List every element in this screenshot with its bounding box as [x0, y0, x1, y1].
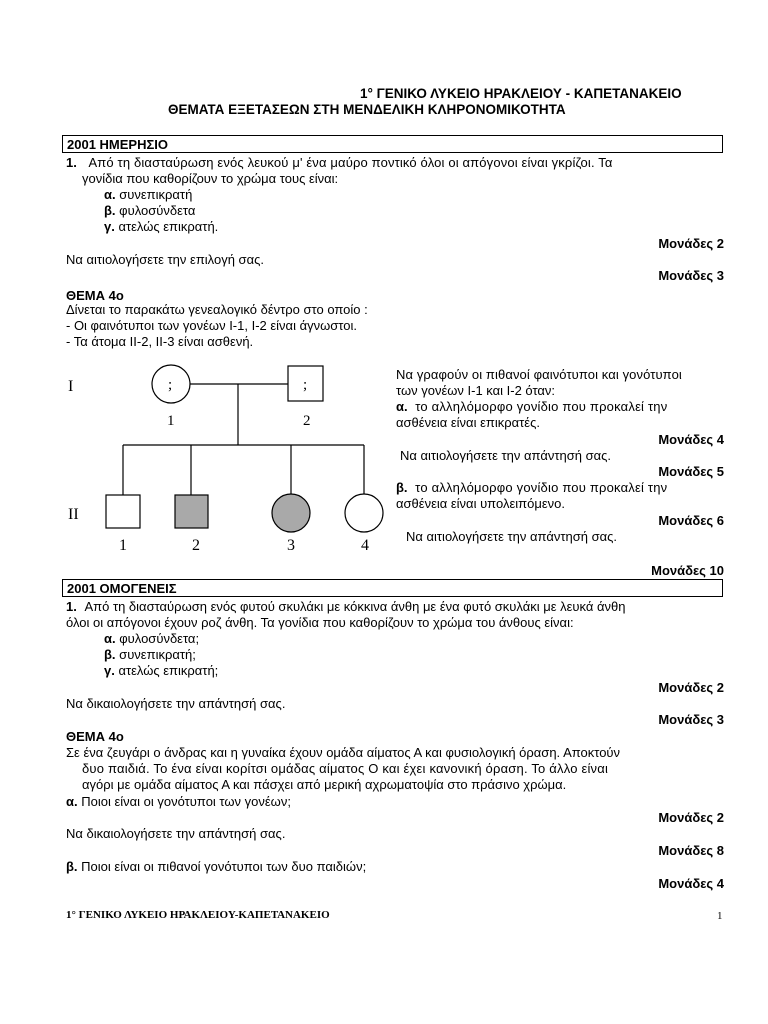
option-b: [104, 203, 195, 219]
justify-instruction: Να δικαιολογήσετε την απάντησή σας.: [66, 696, 286, 711]
section-heading-2001-omogeneis: 2001 ΟΜΟΓΕΝΕΙΣ: [62, 579, 723, 597]
case-text: το αλληλόμορφο γονίδιο που προκαλεί την: [415, 399, 668, 414]
page-number: 1: [717, 910, 723, 922]
case-label: α.: [396, 399, 408, 414]
unknown-phenotype-mark: ;: [168, 377, 173, 393]
individual-number: 1: [119, 537, 127, 554]
school-name: 1° ΓΕΝΙΚΟ ΛΥΚΕΙΟ ΗΡΑΚΛΕΙΟΥ - ΚΑΠΕΤΑΝΑΚΕΙΟ: [360, 86, 682, 101]
child-4-female-unaffected: [345, 494, 383, 532]
option-a: [104, 187, 192, 203]
justify-instruction: Να αιτιολογήσετε την απάντησή σας.: [406, 529, 617, 544]
marks: Μονάδες 2: [658, 680, 724, 695]
option-b: [104, 647, 196, 663]
pedigree-intro-line-3: - Τα άτομα ΙΙ-2, ΙΙ-3 είναι ασθενή.: [66, 334, 254, 349]
individual-number: 2: [192, 537, 200, 554]
generation-label-i: I: [68, 378, 74, 395]
question-1-line-1: [66, 155, 613, 171]
marks: Μονάδες 6: [658, 513, 724, 528]
justify-instruction: Να αιτιολογήσετε την απάντησή σας.: [400, 448, 611, 463]
question-text: Ποιοι είναι οι γονότυποι των γονέων;: [81, 794, 291, 809]
pedigree-intro-line-2: - Οι φαινότυποι των γονέων Ι-1, Ι-2 είναι άγνωστοι.: [66, 318, 357, 333]
option-text: φυλοσύνδετα: [119, 203, 196, 218]
case-label: β.: [396, 480, 408, 495]
question-text: Ποιοι είναι οι πιθανοί γονότυποι των δυο παιδιών;: [81, 859, 367, 874]
justify-instruction: Να αιτιολογήσετε την επιλογή σας.: [66, 252, 264, 267]
question-number: 1.: [66, 155, 77, 170]
marks: Μονάδες 2: [658, 236, 724, 251]
individual-number: 1: [167, 413, 175, 429]
pedigree-diagram: [60, 355, 390, 565]
question-1-line-2: γονίδια που καθορίζουν το χρώμα τους είναι:: [82, 171, 339, 186]
question-label: β.: [66, 859, 78, 874]
scenario-line-3: αγόρι με ομάδα αίματος Α και πάσχει από μερική αχρωματοψία στο πράσινο χρώμα.: [82, 777, 567, 792]
case-a-line-1: [396, 399, 667, 415]
theme-heading: ΘΕΜΑ 4ο: [66, 288, 124, 303]
child-3-female-affected: [272, 494, 310, 532]
option-label: β.: [104, 647, 116, 662]
option-text: συνεπικρατή: [119, 187, 193, 202]
marks: Μονάδες 5: [658, 464, 724, 479]
marks: Μονάδες 8: [658, 843, 724, 858]
justify-instruction: Να δικαιολογήσετε την απάντησή σας.: [66, 826, 286, 841]
question-a: [66, 794, 291, 810]
option-text: συνεπικρατή;: [119, 647, 196, 662]
option-c: [104, 219, 218, 235]
section-heading-2001-imerisio: 2001 ΗΜΕΡΗΣΙΟ: [62, 135, 723, 153]
option-text: ατελώς επικρατή;: [118, 663, 219, 678]
option-a: [104, 631, 199, 647]
question-text: Από τη διασταύρωση ενός φυτού σκυλάκι με κόκκινα άνθη με ένα φυτό σκυλάκι με λευκά άνθη: [84, 599, 626, 614]
unknown-phenotype-mark: ;: [303, 377, 308, 393]
pedigree-intro-line-1: Δίνεται το παρακάτω γενεαλογικό δέντρο στο οποίο :: [66, 302, 368, 317]
case-b-line-2: ασθένεια είναι υπολειπόμενο.: [396, 496, 565, 511]
individual-number: 3: [287, 537, 295, 554]
page-title: ΘΕΜΑΤΑ ΕΞΕΤΑΣΕΩΝ ΣΤΗ ΜΕΝΔΕΛΙΚΗ ΚΛΗΡΟΝΟΜΙΚΟΤΗΤΑ: [168, 102, 566, 117]
case-a-line-2: ασθένεια είναι επικρατές.: [396, 415, 540, 430]
option-label: α.: [104, 187, 116, 202]
task-line-1: Να γραφούν οι πιθανοί φαινότυποι και γονότυποι: [396, 367, 682, 382]
case-text: το αλληλόμορφο γονίδιο που προκαλεί την: [415, 480, 668, 495]
child-1-male-unaffected: [106, 495, 140, 528]
marks: Μονάδες 4: [658, 876, 724, 891]
option-label: γ.: [104, 219, 115, 234]
option-text: φυλοσύνδετα;: [119, 631, 200, 646]
question-b: [66, 859, 366, 875]
marks: Μονάδες 4: [658, 432, 724, 447]
generation-label-ii: II: [68, 506, 79, 523]
marks: Μονάδες 3: [658, 712, 724, 727]
individual-number: 4: [361, 537, 369, 554]
case-b-line-1: [396, 480, 667, 496]
theme-heading: ΘΕΜΑ 4ο: [66, 729, 124, 744]
option-label: β.: [104, 203, 116, 218]
marks: Μονάδες 10: [651, 563, 724, 578]
option-label: α.: [104, 631, 116, 646]
scenario-line-2: δυο παιδιά. Το ένα είναι κορίτσι ομάδας αίματος Ο και έχει κανονική όραση. Το άλλο είναι: [82, 761, 609, 776]
task-line-2: των γονέων Ι-1 και Ι-2 όταν:: [396, 383, 556, 398]
question-text: Από τη διασταύρωση ενός λευκού μ' ένα μαύρο ποντικό όλοι οι απόγονοι είναι γκρίζοι. Τα: [88, 155, 613, 170]
question-number: 1.: [66, 599, 77, 614]
marks: Μονάδες 3: [658, 268, 724, 283]
option-label: γ.: [104, 663, 115, 678]
footer-school-name: 1° ΓΕΝΙΚΟ ΛΥΚΕΙΟ ΗΡΑΚΛΕΙΟΥ-ΚΑΠΕΤΑΝΑΚΕΙΟ: [66, 909, 330, 921]
question-1-line-1: [66, 599, 625, 615]
scenario-line-1: Σε ένα ζευγάρι ο άνδρας και η γυναίκα έχουν ομάδα αίματος Α και φυσιολογική όραση. Αποκτούν: [66, 745, 621, 760]
option-c: [104, 663, 218, 679]
child-2-male-affected: [175, 495, 208, 528]
question-label: α.: [66, 794, 78, 809]
option-text: ατελώς επικρατή.: [118, 219, 219, 234]
individual-number: 2: [303, 413, 311, 429]
marks: Μονάδες 2: [658, 810, 724, 825]
question-1-line-2: όλοι οι απόγονοι έχουν ροζ άνθη. Τα γονίδια που καθορίζουν το χρώμα του άνθους είναι:: [66, 615, 574, 630]
